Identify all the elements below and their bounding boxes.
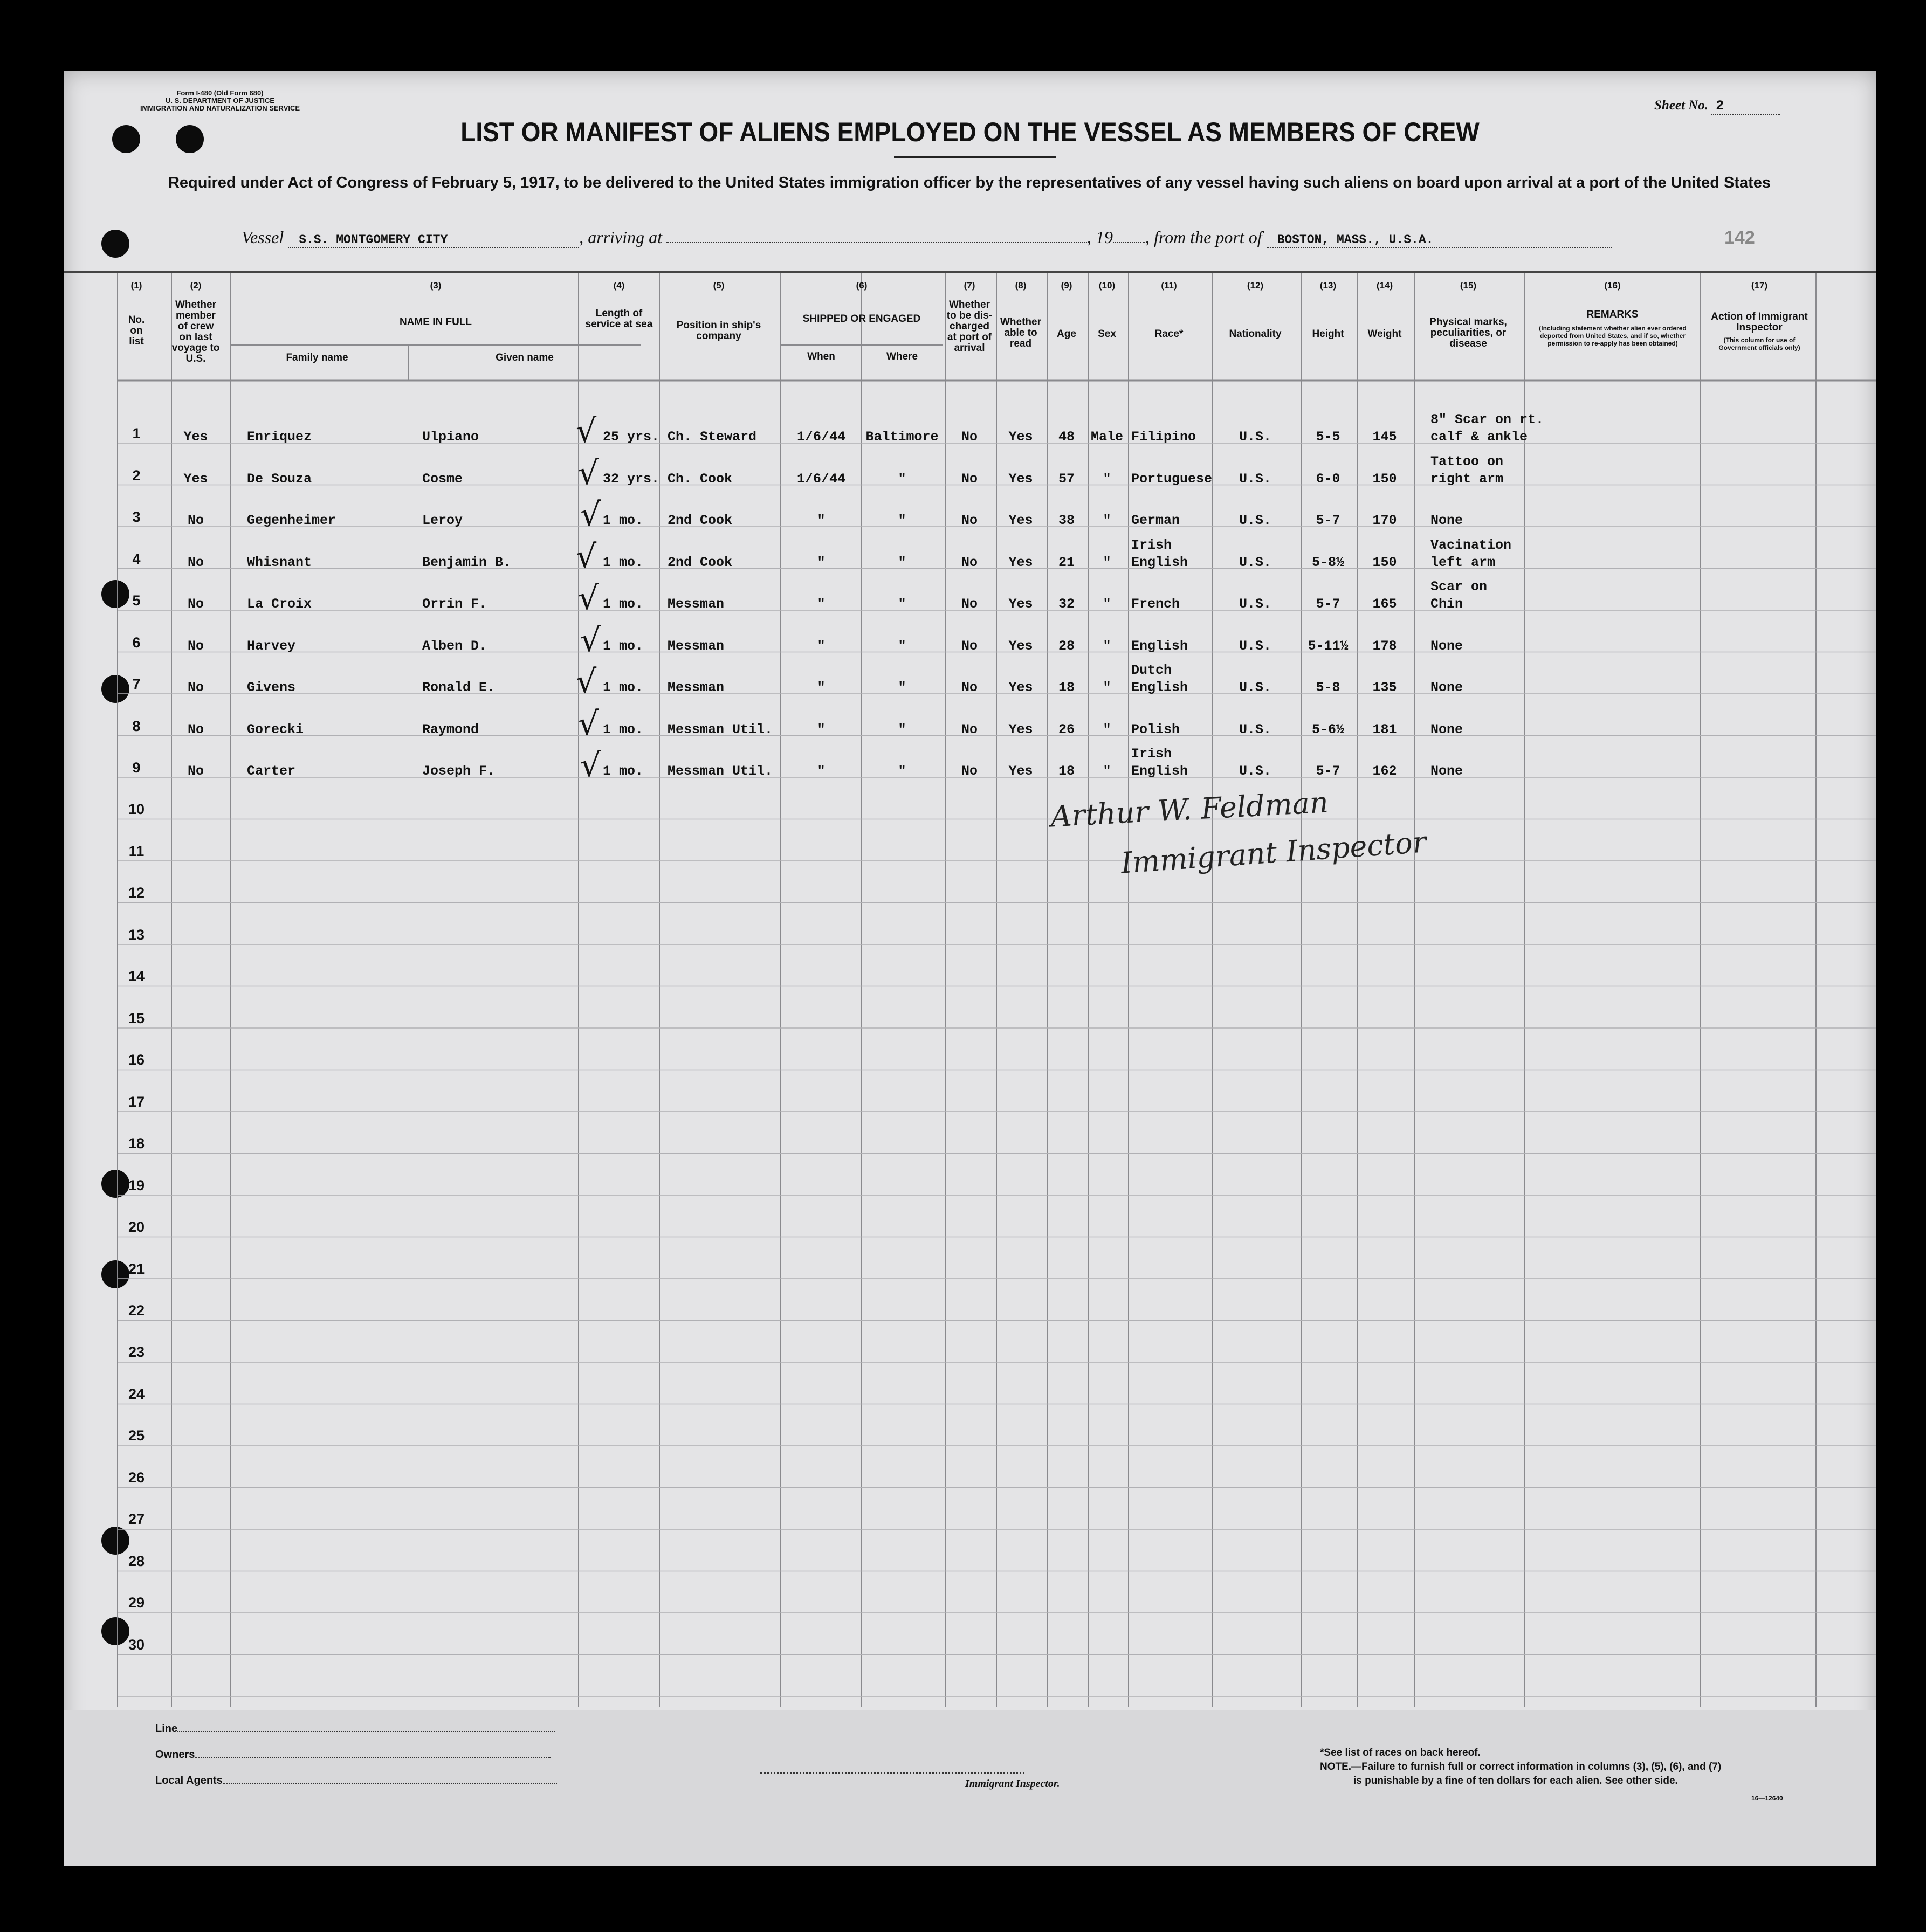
- cell-where: ": [898, 554, 906, 570]
- vessel-line: Vessel S.S. MONTGOMERY CITY , arriving at , 19 , from the port of BOSTON, MASS., U.S.A.: [242, 227, 1751, 254]
- cell-when: ": [817, 513, 826, 528]
- cell-when: ": [817, 638, 826, 654]
- cell-position: Ch. Steward: [668, 429, 757, 445]
- cell-when: ": [817, 680, 826, 695]
- cell-read: Yes: [1008, 513, 1033, 528]
- cell-when: 1/6/44: [796, 471, 845, 487]
- row-number: 25: [128, 1427, 145, 1444]
- cell-sex: ": [1103, 596, 1111, 612]
- row-number: 2: [132, 467, 141, 484]
- cell-sex: ": [1103, 638, 1111, 654]
- cell-where: ": [898, 513, 906, 528]
- cell-when: 1/6/44: [796, 429, 845, 445]
- owners-field: Owners: [155, 1749, 551, 1761]
- col-header-marks: Physical marks, peculiarities, or disease: [1429, 316, 1507, 349]
- cell-nationality: U.S.: [1239, 638, 1271, 654]
- cell-marks: right arm: [1430, 471, 1504, 487]
- cell-position: Messman: [668, 638, 725, 654]
- cell-weight: 181: [1372, 721, 1397, 737]
- col-header-action-sub: (This column for use of Government officials only): [1718, 336, 1800, 351]
- cell-marks: None: [1430, 638, 1463, 654]
- cell-read: Yes: [1008, 554, 1033, 570]
- col-num: (13): [1319, 280, 1337, 291]
- cell-given: Alben D.: [422, 638, 487, 654]
- col-num: (9): [1061, 280, 1072, 291]
- cell-given: Ulpiano: [422, 429, 479, 445]
- cell-discharged: No: [961, 763, 978, 779]
- cell-last_voyage: No: [187, 680, 204, 695]
- row-number: 26: [128, 1469, 145, 1486]
- cell-race: Dutch: [1131, 663, 1172, 678]
- cell-race: Irish: [1131, 746, 1172, 762]
- row-number: 10: [128, 801, 145, 817]
- row-number: 19: [128, 1177, 145, 1193]
- cell-nationality: U.S.: [1239, 554, 1271, 570]
- page-title: LIST OR MANIFEST OF ALIENS EMPLOYED ON THE VESSEL AS MEMBERS OF CREW: [460, 117, 1480, 147]
- cell-where: ": [898, 596, 906, 612]
- cell-age: 57: [1058, 471, 1075, 487]
- row-number: 15: [128, 1010, 145, 1026]
- local-agents-field: Local Agents: [155, 1775, 557, 1787]
- cell-weight: 145: [1372, 429, 1397, 445]
- row-number: 16: [128, 1052, 145, 1068]
- cell-height: 6-0: [1316, 471, 1340, 487]
- cell-race: Irish: [1131, 537, 1172, 553]
- row-number: 11: [128, 843, 145, 859]
- col-num: (11): [1161, 280, 1177, 291]
- col-header-remarks-sub: (Including statement whether alien ever ordered deported from United States, and if so, whether permission to re-apply has been obtained): [1539, 325, 1687, 347]
- cell-read: Yes: [1008, 680, 1033, 695]
- port-name: BOSTON, MASS., U.S.A.: [1267, 233, 1612, 248]
- cell-service: 25 yrs.: [603, 429, 660, 445]
- check-mark: √: [580, 621, 601, 659]
- row-number: 4: [132, 551, 141, 567]
- cell-family: Whisnant: [247, 554, 312, 570]
- cell-where: ": [898, 763, 906, 779]
- col-header-remarks: REMARKS: [1586, 309, 1639, 320]
- inspector-signature-title: Immigrant Inspector: [1119, 825, 1428, 880]
- cell-height: 5-5: [1316, 429, 1340, 445]
- col-num: (10): [1098, 280, 1116, 291]
- cell-where: ": [898, 680, 906, 695]
- cell-marks: Scar on: [1430, 579, 1488, 595]
- cell-weight: 170: [1372, 513, 1397, 528]
- manifest-sheet: [64, 71, 1876, 1866]
- cell-marks: None: [1430, 680, 1463, 695]
- cell-when: ": [817, 763, 826, 779]
- immigrant-inspector-label: Immigrant Inspector.: [965, 1778, 1060, 1790]
- row-number: 28: [128, 1553, 145, 1569]
- cell-last_voyage: Yes: [183, 471, 208, 487]
- cell-service: 1 mo.: [603, 596, 644, 612]
- line-field: Line: [155, 1723, 555, 1735]
- check-mark: √: [580, 747, 601, 784]
- row-number: 13: [128, 927, 145, 943]
- col-header-weight: Weight: [1367, 328, 1402, 340]
- penalty-note: NOTE.—Failure to furnish full or correct information in columns (3), (5), (6), and (7): [1320, 1761, 1722, 1772]
- sheet-number: Sheet No. 2: [1654, 98, 1780, 115]
- col-num: (15): [1460, 280, 1477, 291]
- cell-discharged: No: [961, 429, 978, 445]
- cell-position: Messman: [668, 596, 725, 612]
- cell-marks: 8" Scar on rt.: [1430, 412, 1544, 427]
- cell-read: Yes: [1008, 471, 1033, 487]
- cell-marks: Tattoo on: [1430, 453, 1504, 470]
- cell-nationality: U.S.: [1239, 471, 1271, 487]
- cell-position: Ch. Cook: [668, 471, 733, 487]
- col-num: (3): [430, 280, 442, 291]
- cell-service: 1 mo.: [603, 721, 644, 737]
- col-header-when: When: [807, 351, 835, 362]
- cell-nationality: U.S.: [1239, 513, 1271, 528]
- cell-family: Enriquez: [247, 429, 312, 445]
- page-stamp: 142: [1724, 227, 1755, 248]
- cell-weight: 178: [1372, 638, 1397, 654]
- row-number: 8: [132, 718, 141, 734]
- row-number: 24: [128, 1386, 145, 1402]
- cell-family: Harvey: [247, 638, 296, 654]
- cell-last_voyage: No: [187, 763, 204, 779]
- cell-height: 5-6½: [1311, 721, 1344, 737]
- cell-family: Givens: [247, 680, 296, 695]
- row-number: 7: [132, 676, 141, 692]
- cell-marks: calf & ankle: [1430, 429, 1528, 445]
- col-header-last-voyage: Whether member of crew on last voyage to U.S.: [171, 299, 220, 364]
- cell-where: ": [898, 721, 906, 737]
- col-header-discharged: Whether to be dis-charged at port of arrival: [946, 299, 993, 354]
- cell-weight: 165: [1372, 596, 1397, 612]
- check-mark: √: [578, 705, 599, 743]
- col-num: (6): [856, 280, 868, 291]
- col-num: (7): [964, 280, 975, 291]
- cell-family: La Croix: [247, 596, 312, 612]
- cell-marks: None: [1430, 763, 1463, 779]
- row-number: 12: [128, 885, 145, 901]
- cell-age: 28: [1058, 638, 1075, 654]
- cell-height: 5-7: [1316, 513, 1340, 528]
- cell-discharged: No: [961, 721, 978, 737]
- cell-last_voyage: No: [187, 596, 204, 612]
- cell-nationality: U.S.: [1239, 429, 1271, 445]
- cell-given: Raymond: [422, 721, 479, 737]
- cell-marks: None: [1430, 721, 1463, 737]
- cell-service: 1 mo.: [603, 763, 644, 779]
- cell-where: ": [898, 471, 906, 487]
- cell-discharged: No: [961, 680, 978, 695]
- cell-race: French: [1131, 596, 1180, 612]
- cell-sex: ": [1103, 680, 1111, 695]
- cell-when: ": [817, 596, 826, 612]
- cell-nationality: U.S.: [1239, 680, 1271, 695]
- cell-family: Carter: [247, 763, 296, 779]
- cell-race: English: [1131, 638, 1188, 654]
- cell-nationality: U.S.: [1239, 721, 1271, 737]
- cell-age: 18: [1058, 763, 1075, 779]
- cell-service: 1 mo.: [603, 680, 644, 695]
- cell-weight: 150: [1372, 554, 1397, 570]
- cell-given: Cosme: [422, 471, 463, 487]
- col-num: (17): [1751, 280, 1768, 291]
- cell-given: Leroy: [422, 513, 463, 528]
- cell-weight: 162: [1372, 763, 1397, 779]
- cell-marks: left arm: [1430, 554, 1496, 570]
- cell-last_voyage: Yes: [183, 429, 208, 445]
- cell-position: Messman Util.: [668, 763, 773, 779]
- cell-where: ": [898, 638, 906, 654]
- cell-race: English: [1131, 554, 1188, 570]
- cell-when: ": [817, 554, 826, 570]
- cell-height: 5-11½: [1308, 638, 1349, 654]
- col-header-action: Action of Immigrant Inspector: [1711, 311, 1808, 333]
- title-underline: [894, 156, 1056, 158]
- col-num: (4): [613, 280, 625, 291]
- col-header-nationality: Nationality: [1229, 328, 1282, 340]
- cell-race: Filipino: [1131, 429, 1196, 445]
- cell-marks: Chin: [1430, 596, 1463, 612]
- cell-where: Baltimore: [865, 429, 939, 445]
- form-code: 16—12640: [1751, 1795, 1783, 1802]
- row-number: 18: [128, 1135, 145, 1151]
- cell-last_voyage: No: [187, 554, 204, 570]
- row-number: 14: [128, 968, 145, 984]
- cell-sex: Male: [1090, 429, 1123, 445]
- col-header-given: Given name: [496, 352, 554, 363]
- row-number: 17: [128, 1094, 145, 1110]
- cell-sex: ": [1103, 471, 1111, 487]
- cell-age: 26: [1058, 721, 1075, 737]
- cell-discharged: No: [961, 554, 978, 570]
- check-mark: √: [578, 454, 599, 492]
- cell-marks: Vacination: [1430, 537, 1512, 553]
- cell-age: 32: [1058, 596, 1075, 612]
- inspector-signature: Arthur W. Feldman: [1049, 785, 1330, 834]
- cell-race: Polish: [1131, 721, 1180, 737]
- check-mark: √: [580, 496, 601, 534]
- col-header-sex: Sex: [1098, 328, 1116, 340]
- cell-race: English: [1131, 680, 1188, 695]
- cell-last_voyage: No: [187, 638, 204, 654]
- cell-weight: 150: [1372, 471, 1397, 487]
- row-number: 9: [132, 760, 141, 776]
- cell-read: Yes: [1008, 429, 1033, 445]
- cell-position: 2nd Cook: [668, 513, 733, 528]
- cell-nationality: U.S.: [1239, 596, 1271, 612]
- cell-given: Benjamin B.: [422, 554, 512, 570]
- cell-sex: ": [1103, 513, 1111, 528]
- check-mark: √: [576, 663, 597, 701]
- cell-service: 1 mo.: [603, 513, 644, 528]
- cell-sex: ": [1103, 763, 1111, 779]
- cell-marks: None: [1430, 513, 1463, 528]
- cell-position: Messman Util.: [668, 721, 773, 737]
- row-number: 30: [128, 1637, 145, 1653]
- cell-discharged: No: [961, 638, 978, 654]
- cell-service: 1 mo.: [603, 554, 644, 570]
- cell-weight: 135: [1372, 680, 1397, 695]
- row-number: 3: [132, 509, 141, 525]
- cell-height: 5-7: [1316, 596, 1340, 612]
- cell-discharged: No: [961, 471, 978, 487]
- col-header-read: Whether able to read: [1000, 316, 1041, 349]
- inspector-signature-line: [760, 1772, 1024, 1774]
- cell-family: Gegenheimer: [247, 513, 336, 528]
- cell-age: 18: [1058, 680, 1075, 695]
- col-num: (8): [1015, 280, 1027, 291]
- row-number: 20: [128, 1219, 145, 1235]
- row-number: 29: [128, 1595, 145, 1611]
- cell-height: 5-7: [1316, 763, 1340, 779]
- cell-family: Gorecki: [247, 721, 304, 737]
- row-number: 27: [128, 1511, 145, 1527]
- col-header-race: Race*: [1154, 328, 1184, 340]
- cell-age: 38: [1058, 513, 1075, 528]
- penalty-note-2: is punishable by a fine of ten dollars for each alien. See other side.: [1353, 1775, 1678, 1786]
- cell-age: 21: [1058, 554, 1075, 570]
- cell-position: 2nd Cook: [668, 554, 733, 570]
- cell-given: Ronald E.: [422, 680, 496, 695]
- cell-race: English: [1131, 763, 1188, 779]
- table-grid: [64, 273, 1876, 1707]
- col-num: (2): [190, 280, 202, 291]
- check-mark: √: [578, 579, 599, 617]
- cell-race: German: [1131, 513, 1180, 528]
- check-mark: √: [576, 412, 597, 450]
- row-number: 21: [128, 1261, 145, 1277]
- col-header-age: Age: [1057, 328, 1076, 340]
- cell-height: 5-8: [1316, 680, 1340, 695]
- col-header-family: Family name: [286, 352, 348, 363]
- row-number: 6: [132, 634, 141, 651]
- punch-hole: [101, 230, 129, 258]
- col-header-service: Length of service at sea: [585, 308, 653, 330]
- col-num: (1): [130, 280, 142, 291]
- cell-service: 32 yrs.: [603, 471, 660, 487]
- races-note: *See list of races on back hereof.: [1320, 1747, 1481, 1758]
- cell-read: Yes: [1008, 721, 1033, 737]
- col-header-where: Where: [886, 351, 918, 362]
- col-header-name: NAME IN FULL: [399, 316, 472, 328]
- col-header-height: Height: [1312, 328, 1344, 340]
- col-num: (16): [1604, 280, 1621, 291]
- col-header-position: Position in ship's company: [676, 320, 761, 342]
- subtitle: Required under Act of Congress of February 5, 1917, to be delivered to the United States immigration officer by the representatives of any vessel having such aliens on board upon arrival at a port of the United States: [168, 174, 1771, 191]
- cell-read: Yes: [1008, 763, 1033, 779]
- row-number: 1: [132, 425, 141, 441]
- cell-read: Yes: [1008, 596, 1033, 612]
- col-num: (12): [1247, 280, 1264, 291]
- cell-last_voyage: No: [187, 513, 204, 528]
- cell-last_voyage: No: [187, 721, 204, 737]
- cell-discharged: No: [961, 513, 978, 528]
- check-mark: √: [576, 537, 597, 576]
- col-header-no: No. on list: [128, 314, 145, 347]
- cell-read: Yes: [1008, 638, 1033, 654]
- cell-given: Joseph F.: [422, 763, 496, 779]
- col-header-shipped: SHIPPED OR ENGAGED: [802, 313, 921, 325]
- cell-position: Messman: [668, 680, 725, 695]
- cell-given: Orrin F.: [422, 596, 487, 612]
- col-num: (14): [1376, 280, 1393, 291]
- cell-sex: ": [1103, 721, 1111, 737]
- cell-nationality: U.S.: [1239, 763, 1271, 779]
- cell-family: De Souza: [247, 471, 312, 487]
- cell-service: 1 mo.: [603, 638, 644, 654]
- col-num: (5): [713, 280, 725, 291]
- cell-height: 5-8½: [1311, 554, 1344, 570]
- vessel-name: S.S. MONTGOMERY CITY: [288, 233, 579, 248]
- cell-race: Portuguese: [1131, 471, 1213, 487]
- form-identifier: Form I-480 (Old Form 680) U. S. DEPARTMENT OF JUSTICE IMMIGRATION AND NATURALIZATION SERVICE: [140, 89, 300, 112]
- row-number: 5: [132, 592, 141, 609]
- cell-discharged: No: [961, 596, 978, 612]
- row-number: 23: [128, 1344, 145, 1360]
- cell-sex: ": [1103, 554, 1111, 570]
- row-number: 22: [128, 1302, 145, 1319]
- cell-when: ": [817, 721, 826, 737]
- cell-age: 48: [1058, 429, 1075, 445]
